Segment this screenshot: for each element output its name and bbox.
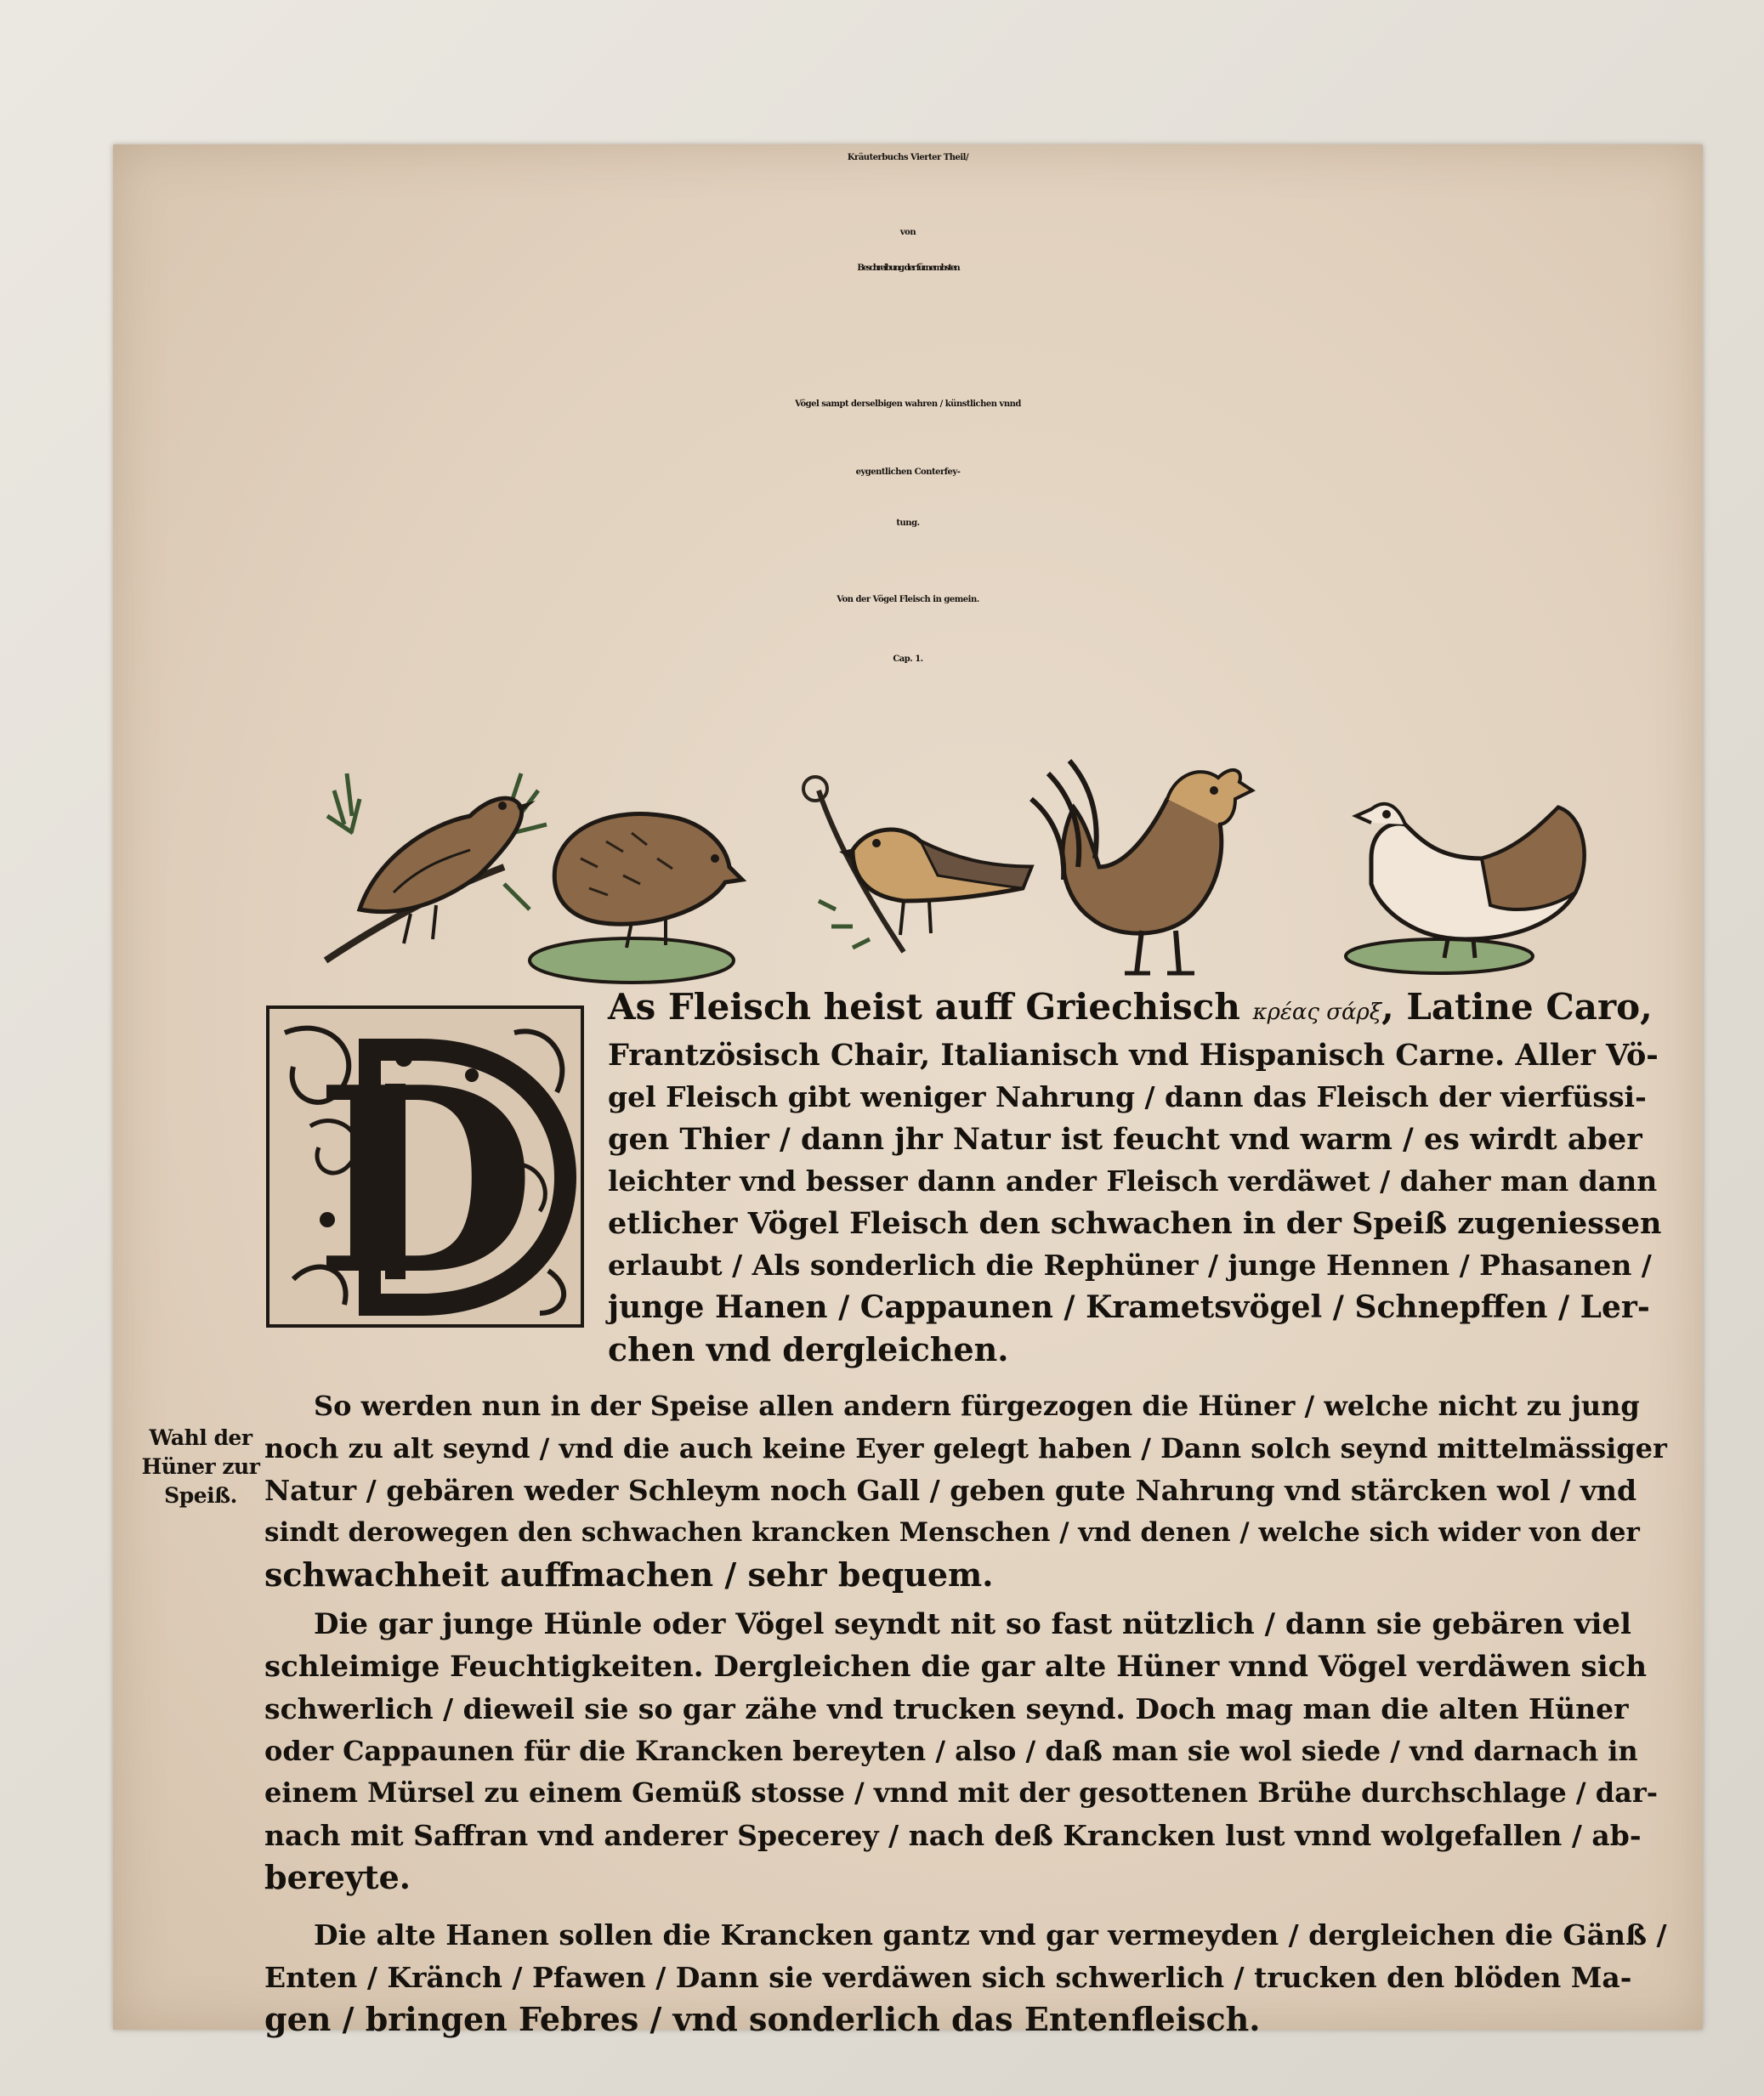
decorated-initial-d — [259, 999, 591, 1334]
paragraph-4 — [264, 1914, 1667, 2041]
thrush-illustration — [326, 773, 547, 960]
paragraph-2 — [264, 1385, 1667, 1596]
text-line: einem Mürsel zu einem Gemüß stosse / vnnd mit der gesottenen Brühe durchschlage / dar- — [264, 1776, 1658, 1809]
paragraph-1 — [608, 986, 1661, 1371]
header-line-1: Kräuterbuchs Vierter Theil/ — [847, 153, 969, 162]
header-line-5: eygentlichen Conterfey- — [855, 467, 961, 477]
chapter-title: Von der Vögel Fleisch in gemein. — [837, 595, 979, 604]
text-line: etlicher Vögel Fleisch den schwachen in der Speiß zugeniessen — [608, 1205, 1662, 1241]
header-line-2: von — [899, 228, 916, 237]
header-line-6: tung. — [896, 518, 920, 528]
text-line: sindt derowegen den schwachen krancken Menschen / vnd denen / welche sich wider von der — [264, 1516, 1640, 1548]
text-line: Natur / gebären weder Schleym noch Gall / geben gute Nahrung vnd stärcken wol / vnd — [264, 1474, 1637, 1507]
book-page — [113, 144, 1703, 2038]
text-line: Die alte Hanen sollen die Krancken gantz vnd gar vermeyden / dergleichen die Gänß / — [314, 1918, 1667, 1952]
initial-letter: D — [314, 1031, 536, 1331]
quail-illustration — [530, 814, 742, 983]
text-line: gel Fleisch gibt weniger Nahrung / dann das Fleisch der vierfüssi- — [608, 1080, 1647, 1113]
text-line: gen Thier / dann jhr Natur ist feucht vnd warm / es wirdt aber — [608, 1121, 1642, 1157]
text-line: schleimige Feuchtigkeiten. Dergleichen die gar alte Hüner vnnd Vögel verdäwen sich — [264, 1649, 1648, 1684]
finch-illustration — [803, 777, 1031, 952]
text-line: schwachheit auffmachen / sehr bequem. — [264, 1555, 994, 1594]
rooster-illustration — [1031, 761, 1252, 973]
text-line: nach mit Saffran vnd anderer Specerey / nach deß Krancken lust vnnd wolgefallen / ab- — [264, 1818, 1642, 1852]
text-line: noch zu alt seynd / vnd die auch keine Eyer gelegt haben / Dann solch seynd mittelmässiger — [264, 1431, 1667, 1464]
text-line: Enten / Kränch / Pfawen / Dann sie verdäwen sich schwerlich / trucken den blöden Ma- — [264, 1960, 1632, 1994]
text-line: erlaubt / Als sonderlich die Rephüner / junge Hennen / Phasanen / — [608, 1249, 1652, 1282]
hen-illustration — [1346, 804, 1584, 973]
header-title: Beschreibung der fürnembsten — [857, 263, 959, 273]
text-line: junge Hanen / Cappaunen / Krametsvögel / Schnepffen / Ler- — [608, 1289, 1650, 1325]
header-line-4: Vögel sampt derselbigen wahren / künstlichen vnnd — [795, 399, 1021, 409]
bird-illustrations — [309, 739, 1626, 986]
text-line: leichter vnd besser dann ander Fleisch verdäwet / daher man dann — [608, 1164, 1658, 1198]
greek-word: κρέας σάρξ — [1252, 1000, 1382, 1025]
margin-note: Wahl der Hüner zur Speiß. — [141, 1425, 260, 1508]
text-line: Frantzösisch Chair, Italianisch vnd Hispanisch Carne. Aller Vö- — [608, 1037, 1659, 1073]
paragraph-1-latin: , Latine Caro, — [1381, 986, 1653, 1028]
text-line: gen / bringen Febres / vnd sonderlich das Entenfleisch. — [264, 2000, 1261, 2038]
text-line: chen vnd dergleichen. — [608, 1330, 1009, 1368]
text-line: bereyte. — [264, 1858, 411, 1896]
paragraph-3 — [264, 1604, 1658, 1899]
text-line: schwerlich / dieweil sie so gar zähe vnd trucken seynd. Doch mag man die alten Hüner — [264, 1692, 1629, 1725]
chapter-number: Cap. 1. — [893, 654, 923, 664]
paragraph-1-first-line — [608, 986, 1661, 1034]
text-line: So werden nun in der Speise allen andern fürgezogen die Hüner / welche nicht zu jung — [314, 1390, 1640, 1422]
text-line: Die gar junge Hünle oder Vögel seyndt nit so fast nützlich / dann sie gebären viel — [314, 1607, 1631, 1641]
paragraph-1-opening: As Fleisch heist auff Griechisch — [608, 986, 1240, 1028]
text-line: oder Cappaunen für die Krancken bereyten / also / daß man sie wol siede / vnd darnach in — [264, 1734, 1638, 1767]
